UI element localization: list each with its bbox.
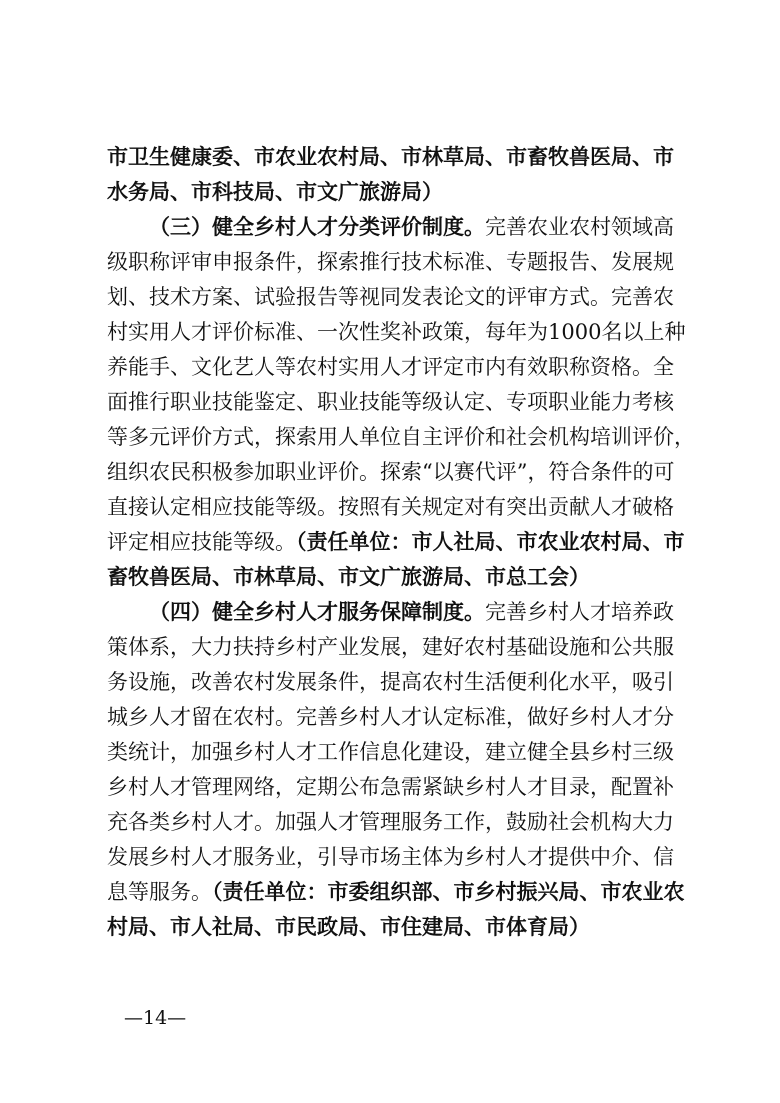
text-line: 划、技术方案、试验报告等视同发表论文的评审方式。完善农: [107, 285, 674, 309]
text-line: 务设施，改善农村发展条件，提高农村生活便利化水平，吸引: [107, 670, 674, 694]
text-line: 组织农民积极参加职业评价。探索“以赛代评”，符合条件的可: [107, 460, 675, 484]
text-line: 息等服务。（责任单位：市委组织部、市乡村振兴局、市农业农: [107, 879, 685, 904]
text-line: 类统计，加强乡村人才工作信息化建设，建立健全县乡村三级: [107, 740, 674, 764]
section-3-heading: （三）健全乡村人才分类评价制度。: [149, 214, 485, 239]
text-line: 级职称评审申报条件，探索推行技术标准、专题报告、发展规: [107, 250, 674, 274]
section-3-first-line: （三）健全乡村人才分类评价制度。完善农业农村领域高: [149, 214, 674, 239]
text-line: 养能手、文化艺人等农村实用人才评定市内有效职称资格。全: [107, 355, 674, 379]
text-line: 村实用人才评价标准、一次性奖补政策，每年为1000名以上种: [107, 320, 686, 344]
responsibility-note: 畜牧兽医局、市林草局、市文广旅游局、市总工会）: [107, 564, 590, 589]
text-line: 等多元评价方式，探索用人单位自主评价和社会机构培训评价，: [107, 425, 695, 449]
text-line: 评定相应技能等级。（责任单位：市人社局、市农业农村局、市: [107, 529, 685, 554]
text-line: 市卫生健康委、市农业农村局、市林草局、市畜牧兽医局、市: [107, 144, 674, 169]
text-line: 充各类乡村人才。加强人才管理服务工作，鼓励社会机构大力: [107, 810, 674, 834]
responsibility-note: 村局、市人社局、市民政局、市住建局、市体育局）: [107, 914, 590, 939]
text-line: 城乡人才留在农村。完善乡村人才认定标准，做好乡村人才分: [107, 705, 674, 729]
text-line: 乡村人才管理网络，定期公布急需紧缺乡村人才目录，配置补: [107, 775, 674, 799]
text-line: 策体系，大力扶持乡村产业发展，建好农村基础设施和公共服: [107, 635, 674, 659]
page-number: —14—: [124, 1007, 187, 1029]
text-line: 水务局、市科技局、市文广旅游局）: [107, 179, 443, 204]
text-line: 直接认定相应技能等级。按照有关规定对有突出贡献人才破格: [107, 495, 674, 519]
responsibility-note: （责任单位：市委组织部、市乡村振兴局、市农业农: [212, 879, 685, 904]
section-4-heading: （四）健全乡村人才服务保障制度。: [149, 599, 485, 624]
section-4-first-line: （四）健全乡村人才服务保障制度。完善乡村人才培养政: [149, 599, 674, 624]
responsibility-note: （责任单位：市人社局、市农业农村局、市: [296, 529, 685, 554]
text-line: 面推行职业技能鉴定、职业技能等级认定、专项职业能力考核: [107, 390, 674, 414]
text-line: 发展乡村人才服务业，引导市场主体为乡村人才提供中介、信: [107, 845, 674, 869]
